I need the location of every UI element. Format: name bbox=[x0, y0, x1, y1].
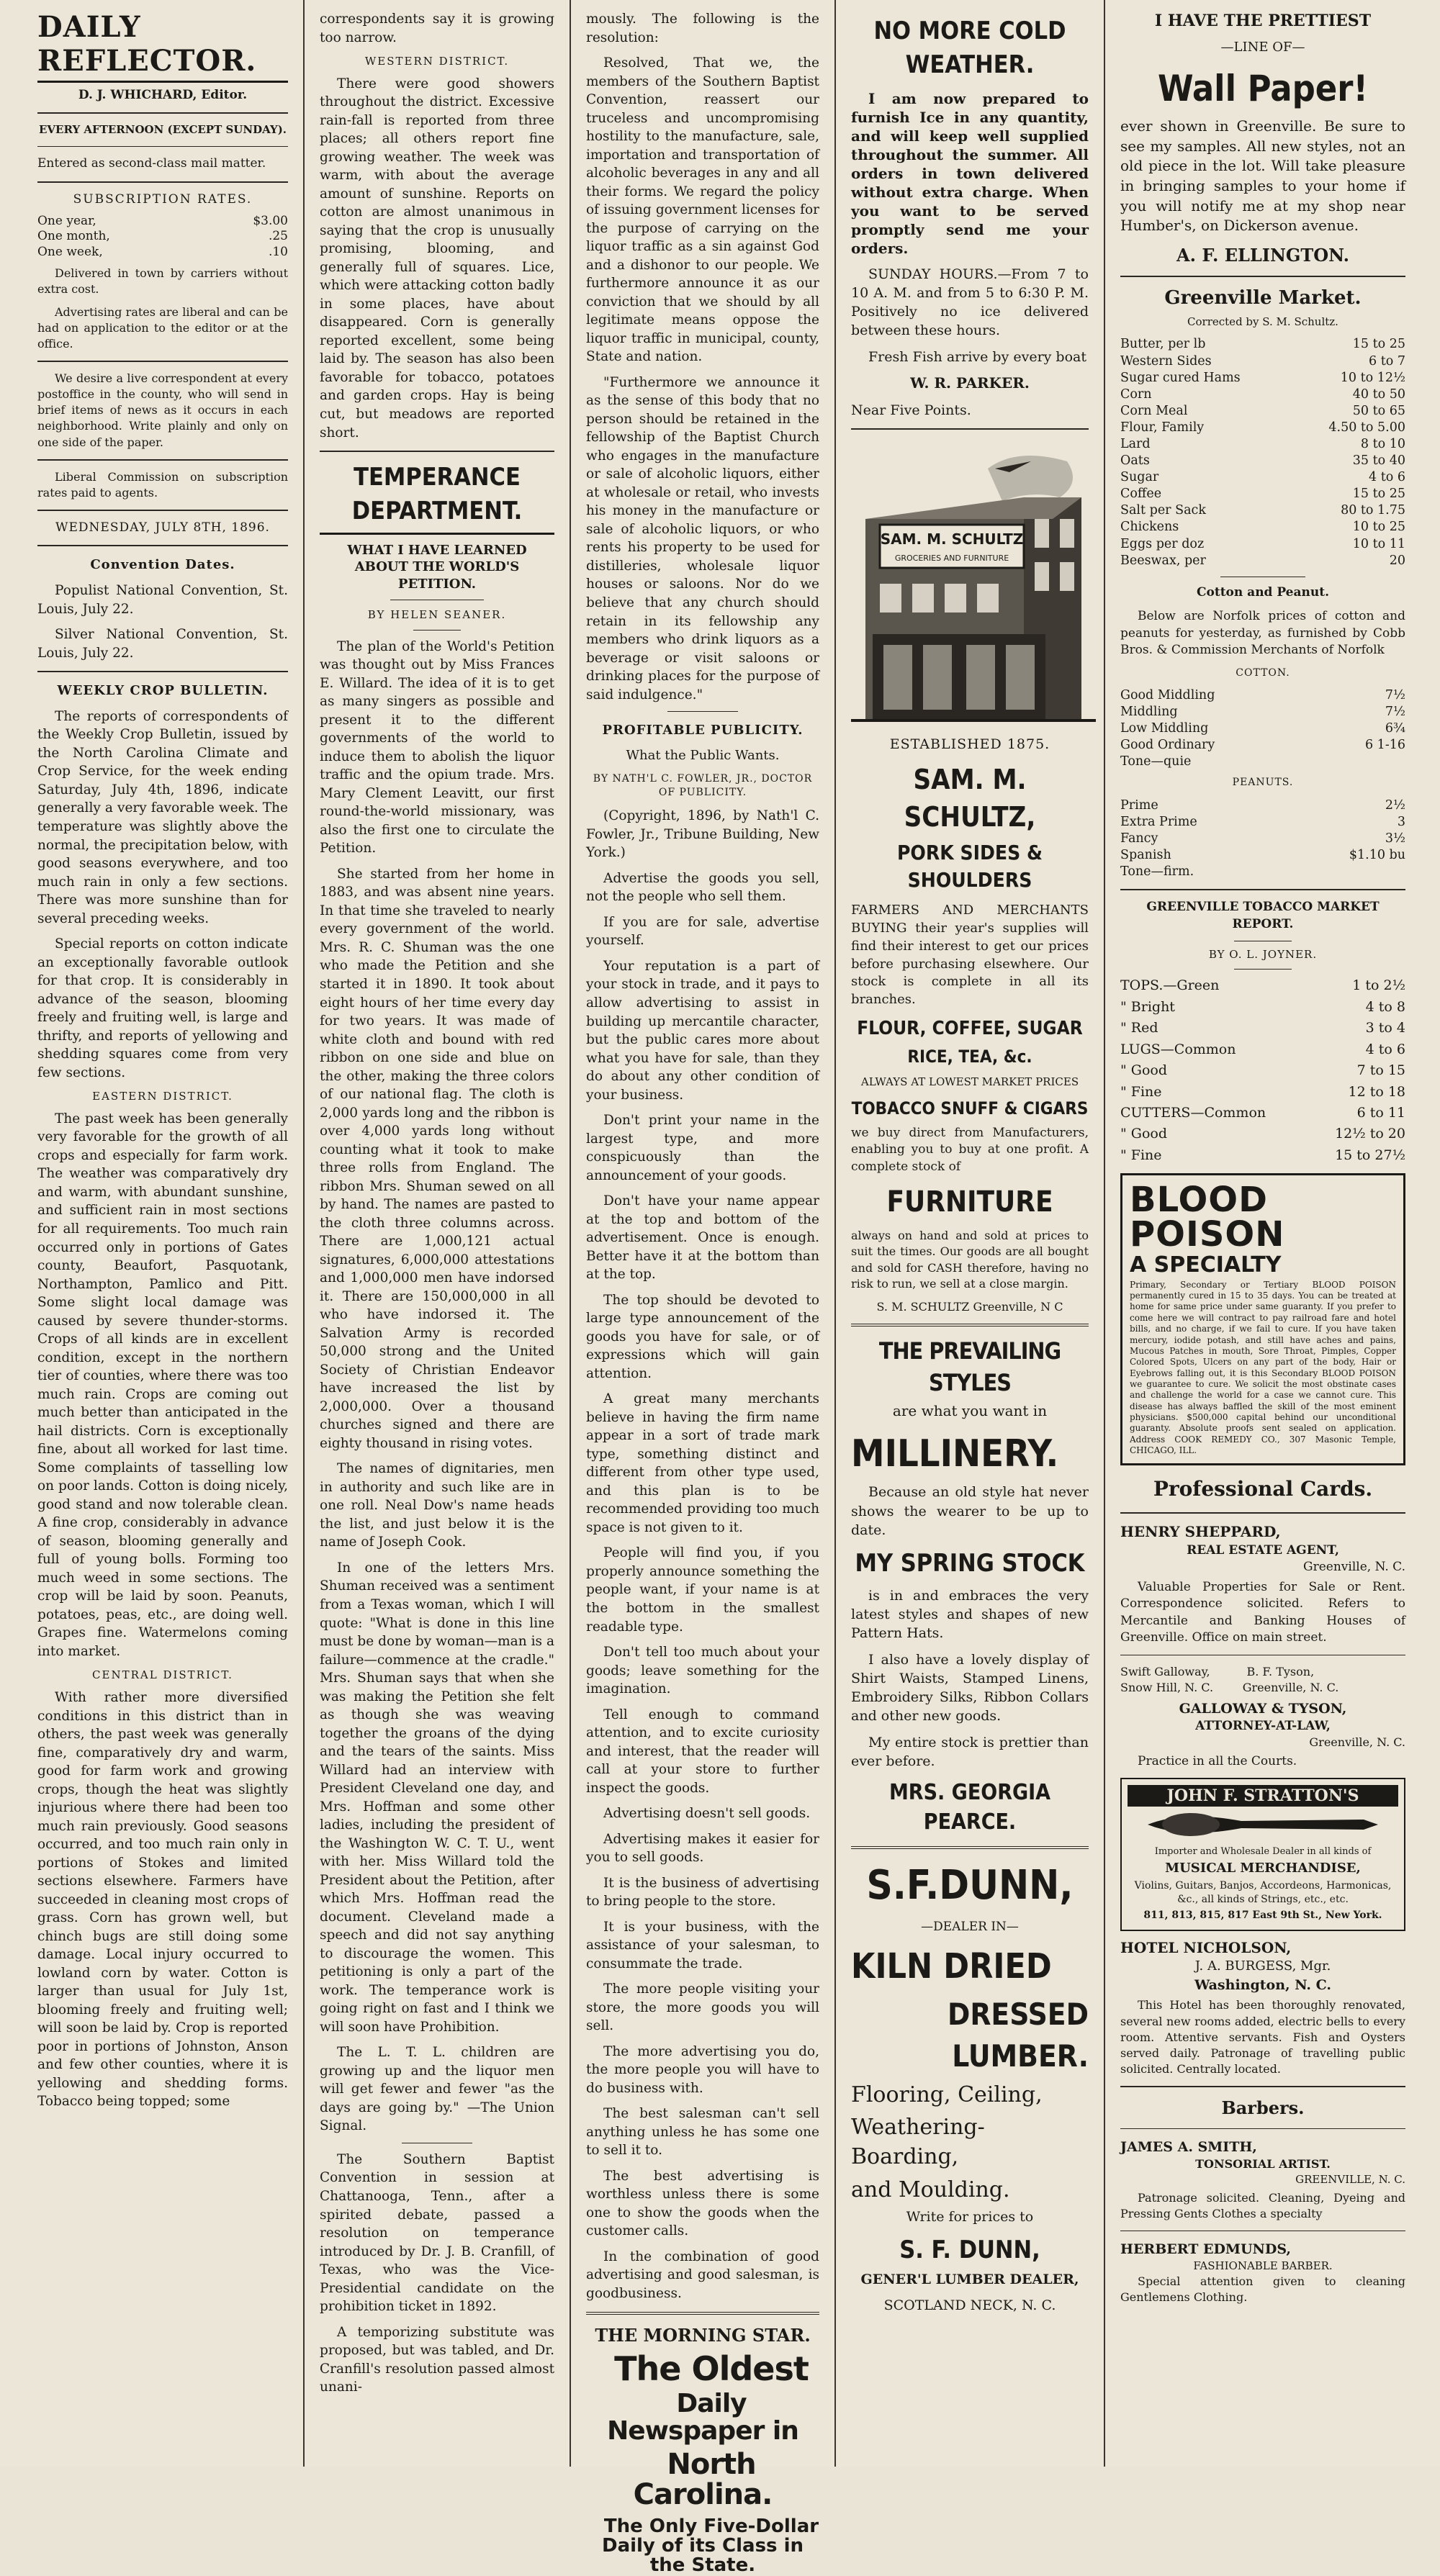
store-building-image bbox=[851, 440, 1096, 728]
peanut-table bbox=[1120, 797, 1405, 880]
ad-body: always on hand and sold at prices to suit the times. Our goods are all bought and sold for CASH therefore, having no risk to run, we sell at a close margin. bbox=[851, 1229, 1089, 1291]
eastern-district-title: EASTERN DISTRICT. bbox=[92, 1090, 233, 1103]
morning-star-ad bbox=[586, 2323, 819, 2576]
instrument-image bbox=[1140, 1807, 1385, 1843]
table-row: " Bright 4 to 8 bbox=[1120, 998, 1405, 1015]
column-4 bbox=[835, 10, 1104, 2467]
article-paragraph: The Southern Baptist Convention in session at Chattanooga, Tenn., after a spirited debate, passed a resolution on temperance introduced by Dr. J. B. Cranfill, of Texas, who was the Vice-Presidential candidate on the prohibition ticket in 1892. bbox=[320, 2151, 554, 2315]
table-row: Corn 40 to 50 bbox=[1120, 387, 1405, 402]
table-row: Beeswax, per 20 bbox=[1120, 553, 1405, 568]
publicity-subtitle: What the Public Wants. bbox=[626, 747, 780, 763]
article-paragraph: Advertising makes it easier for you to sell goods. bbox=[586, 1831, 819, 1866]
card-body: Special attention given to cleaning Gentlemens Clothing. bbox=[1120, 2274, 1405, 2305]
ad-body: Importer and Wholesale Dealer in all kinds of bbox=[1154, 1846, 1372, 1858]
ad-headline: BLOOD POISON bbox=[1130, 1180, 1285, 1255]
table-row: " Red 3 to 4 bbox=[1120, 1020, 1405, 1036]
issue-date: WEDNESDAY, JULY 8TH, 1896. bbox=[55, 520, 270, 535]
spring-stock-title: MY SPRING STOCK bbox=[855, 1549, 1085, 1578]
table-row: Good Middling 7½ bbox=[1120, 687, 1405, 702]
ad-body: FARMERS AND MERCHANTS BUYING their year's supplies will find their interest to get our prices before purchasing elsewhere. Our stock is complete in all its branches. bbox=[851, 903, 1089, 1008]
table-row: Prime 2½ bbox=[1120, 797, 1405, 813]
article-paragraph: Don't have your name appear at the top and bottom of the advertisement. Once is enough. Better have it at the bottom than at the top. bbox=[586, 1193, 819, 1283]
tobacco-table bbox=[1120, 975, 1405, 1166]
ad-body: Write for prices to bbox=[906, 2209, 1034, 2225]
table-row: Salt per Sack 80 to 1.75 bbox=[1120, 503, 1405, 518]
card-location: GREENVILLE, N. C. bbox=[1295, 2173, 1405, 2187]
ad-subheadline: A SPECIALTY bbox=[1130, 1252, 1282, 1278]
table-row: " Fine 15 to 27½ bbox=[1120, 1147, 1405, 1163]
table-row: Lard 8 to 10 bbox=[1120, 436, 1405, 451]
table-row: Eggs per doz 10 to 11 bbox=[1120, 536, 1405, 551]
card-title: REAL ESTATE AGENT, bbox=[1187, 1542, 1339, 1558]
established-line: ESTABLISHED 1875. bbox=[889, 736, 1050, 752]
table-row: Spanish $1.10 bu bbox=[1120, 847, 1405, 862]
column-3 bbox=[570, 10, 835, 2576]
table-row: Chickens 10 to 25 bbox=[1120, 520, 1405, 535]
article-paragraph: In the combination of good advertising and good salesman, is goodbusiness. bbox=[586, 2249, 819, 2301]
ad-body: ever shown in Greenville. Be sure to see my samples. All new styles, not an old piece in the lot. Will take pleasure in bringing samples to your home if you will notify me at my shop near Humber's, on Dickerson avenue. bbox=[1120, 117, 1405, 235]
card-title: J. A. BURGESS, Mgr. bbox=[1194, 1958, 1331, 1974]
professional-cards-title: Professional Cards. bbox=[1153, 1477, 1373, 1501]
ad-body: ALWAYS AT LOWEST MARKET PRICES bbox=[860, 1075, 1079, 1089]
ad-body: Flooring, Ceiling, bbox=[851, 2082, 1043, 2107]
article-paragraph: The L. T. L. children are growing up and the liquor men will get fewer and fewer "as the days are going by." —The Union Signal. bbox=[320, 2045, 554, 2134]
ad-title: THE MORNING STAR. bbox=[595, 2324, 811, 2346]
card-location: Greenville, N. C. bbox=[1309, 1735, 1405, 1750]
article-paragraph: The top should be devoted to large type announcement of the goods you have for sale, or of expressions which will gain attention. bbox=[586, 1292, 819, 1381]
correspondent-note: We desire a live correspondent at every postoffice in the county, who will send in brief items of news as it occurs in each neighborhood. Write plainly and only on one side of the paper. bbox=[37, 371, 288, 449]
article-paragraph: Tell enough to command attention, and to excite curiosity and interest, that the reader will call at your store to further inspect the goods. bbox=[586, 1707, 819, 1796]
editor-line: D. J. WHICHARD, Editor. bbox=[78, 88, 248, 102]
schultz-goods: FLOUR, COFFEE, SUGAR bbox=[857, 1018, 1083, 1040]
article-paragraph: A temporizing substitute was proposed, but was tabled, and Dr. Cranfill's resolution passed almost unani- bbox=[320, 2324, 554, 2395]
schultz-furniture: FURNITURE bbox=[886, 1185, 1053, 1219]
peanuts-title: PEANUTS. bbox=[1232, 777, 1294, 789]
ad-body: Weathering-Boarding, bbox=[851, 2114, 985, 2170]
ad-body: I also have a lovely display of Shirt Waists, Stamped Linens, Embroidery Silks, Ribbon Collars and other new goods. bbox=[851, 1651, 1089, 1725]
store-sign-text: SAM. M. SCHULTZ bbox=[880, 530, 1024, 548]
table-row: Fancy 3½ bbox=[1120, 831, 1405, 846]
byline: BY HELEN SEANER. bbox=[367, 608, 507, 622]
dunn-name: S.F.DUNN, bbox=[866, 1861, 1074, 1909]
schedule-line: EVERY AFTERNOON (EXCEPT SUNDAY). bbox=[38, 123, 287, 137]
card-line: Swift Galloway, B. F. Tyson, bbox=[1120, 1665, 1315, 1679]
ad-signature: S. M. SCHULTZ Greenville, N C bbox=[876, 1299, 1063, 1314]
article-paragraph: The past week has been generally very favorable for the growth of all crops and especially for farm work. The weather was comparatively dry and warm, with abundant sunshine, and sufficient rain in most sections for all requirements. Too much rain occurred only in portions of Gates county, Beaufort, Pasquotank, Northampton, Pamlico and Pitt. Some slight local damage was caused by severe thunder-storms. Crops of all kinds are in excellent condition, except in the northern tier of counties, where there was too much rain. Crops are coming out much better than anticipated in the hail districts. Corn is exceptionally fine, about all worked for last time. Some complaints of tasselling low on poor lands. Cotton is doing nicely, good stand and now tolerable clean. A fine crop, considerably in advance of season, blooming generally and full of young bolls. Forming too much weed in some sections. The crop will be laid by soon. Peanuts, potatoes, peas, etc., are doing well. Grapes fine. Watermelons coming into market. bbox=[37, 1111, 288, 1659]
ad-body: SUNDAY HOURS.—From 7 to 10 A. M. and from 5 to 6:30 P. M. Positively no ice delivered between these hours. bbox=[851, 266, 1089, 339]
subscription-title: SUBSCRIPTION RATES. bbox=[73, 191, 253, 207]
market-byline: Corrected by S. M. Schultz. bbox=[1187, 315, 1338, 328]
card-body: Practice in all the Courts. bbox=[1138, 1754, 1297, 1769]
card-line: Snow Hill, N. C. Greenville, N. C. bbox=[1120, 1681, 1339, 1695]
table-row: Butter, per lb 15 to 25 bbox=[1120, 337, 1405, 352]
ad-body: 811, 813, 815, 817 East 9th St., New York. bbox=[1143, 1909, 1382, 1921]
article-paragraph: Advertising doesn't sell goods. bbox=[603, 1806, 811, 1822]
article-paragraph: Resolved, That we, the members of the Southern Baptist Convention, reassert our truceless and uncompromising hostility to the manufacture, sale, importation and transportation of alcoholic beverages in any and all their forms. We regard the policy of issuing government licenses for the purpose of carrying on the liquor traffic as a sin against God and a dishonor to our people. We furthermore announce it as our conviction that we should by all legitimate means oppose the liquor traffic in municipal, county, State and nation. bbox=[586, 55, 819, 365]
article-paragraph: In one of the letters Mrs. Shuman received was a sentiment from a Texas woman, which I will quote: "What is done in this line must be done by woman—man is a failure—commence at the cradle." Mrs. Shuman says that when she was making the Petition she felt as though she was weaving together the groans of the dying and the tears of the saints. Miss Willard had an interview with President Cleveland one day, and Mrs. Hoffman and some other ladies, including the president of the Washington W. C. T. U., went with her. Miss Willard told the President about the Petition, after which Mrs. Hoffman read the document. Cleveland made a speech and did not say anything to discourage the women. This petitioning is only a part of the work. The temperance work is going right on fast and I think we will soon have Prohibition. bbox=[320, 1560, 554, 2035]
ad-signature: MRS. GEORGIA PEARCE. bbox=[888, 1779, 1051, 1835]
rates-table bbox=[37, 214, 288, 260]
cotton-peanut-title: Cotton and Peanut. bbox=[1196, 584, 1330, 600]
delivery-note: Delivered in town by carriers without extra cost. bbox=[37, 266, 288, 296]
blood-poison-ad bbox=[1120, 1173, 1405, 1465]
millinery-title: MILLINERY. bbox=[851, 1432, 1059, 1475]
ad-body: are what you want in bbox=[892, 1402, 1048, 1420]
article-paragraph: correspondents say it is growing too narrow. bbox=[320, 12, 554, 45]
table-row: Middling 7½ bbox=[1120, 704, 1405, 719]
article-paragraph: People will find you, if you properly announce something the people want, if your name is at the bottom in the smallest readable type. bbox=[586, 1545, 819, 1635]
article-paragraph: Special reports on cotton indicate an exceptionally favorable outlook for that crop. It is considerably in advance of the season, blooming freely and fruiting well, is large and thrifty, and reports of yellowing and shedding squares come from very few sections. bbox=[37, 936, 288, 1080]
tobacco-title: GREENVILLE TOBACCO MARKET REPORT. bbox=[1146, 900, 1380, 931]
ad-line: The Oldest bbox=[614, 2349, 809, 2388]
article-paragraph: The best salesman can't sell anything unless he has some one to sell it to. bbox=[586, 2106, 819, 2159]
table-row: Tone—quie bbox=[1120, 754, 1192, 769]
article-paragraph: It is your business, with the assistance of your salesman, to consummate the trade. bbox=[586, 1919, 819, 1971]
article-paragraph: "Furthermore we announce it as the sense of this body that no person should be retained in the fellowship of the Baptist Church who engages in the manufacture or sale of alcoholic liquors, either at wholesale or retail, who invests his money in the manufacture or sale of alcoholic liquors, or who rents his property to be used for distilleries, wholesale liquor houses or saloons. Nor do we believe that any church should retain in its fellowship any members who drink liquors as a beverage or visit saloons or drinking places for the purpose of said indulgence." bbox=[586, 374, 819, 702]
cotton-title: COTTON. bbox=[1236, 666, 1290, 679]
temperance-title: TEMPERANCE DEPARTMENT. bbox=[320, 461, 554, 535]
schultz-subhead: PORK SIDES & SHOULDERS bbox=[896, 840, 1043, 892]
table-row: Sugar cured Hams 10 to 12½ bbox=[1120, 370, 1405, 385]
article-paragraph: She started from her home in 1883, and was absent nine years. In that time she traveled to nearly every government of the world. Mrs. R. C. Shuman was the one who made the Petition and she started it in 1890. It took about eight hours of her time every day for two years. It was made of white cloth and bound with red ribbon on one side and blue on the other, making the three colors of our national flag. The cloth is 2,000 yards long and the ribbon is over 4,000 yards long without counting what it took to make three rolls from England. The ribbon Mrs. Shuman sewed on all by hand. The names are pasted to the cloth three columns across. There are 1,000,121 actual signatures, 6,000,000 attestations and 1,000,000 men have indorsed it. There are 150,000,000 in all who have indorsed it. The Salvation Army is recorded 50,000 strong and the United Society of Christian Endeavor have increased the list by 2,000,000. Over a thousand churches signed and there are eighty thousand in rising votes. bbox=[320, 866, 554, 1451]
card-name: JAMES A. SMITH, bbox=[1120, 2138, 1257, 2155]
card-body: This Hotel has been thoroughly renovated, several new rooms added, electric bells to every room. Attentive servants. Fish and Oysters served daily. Patronage of travelling public solicited. Centrally located. bbox=[1120, 1998, 1405, 2076]
wallpaper-intro: I HAVE THE PRETTIEST bbox=[1154, 12, 1372, 30]
rate-row: One year, $3.00 bbox=[37, 214, 288, 229]
article-paragraph: If you are for sale, advertise yourself. bbox=[586, 914, 819, 949]
masthead: DAILY REFLECTOR. bbox=[37, 10, 288, 83]
article-paragraph: (Copyright, 1896, by Nath'l C. Fowler, Jr., Tribune Building, New York.) bbox=[586, 808, 819, 861]
entered-line: Entered as second-class mail matter. bbox=[37, 156, 266, 171]
card-location: Greenville, N. C. bbox=[1303, 1560, 1405, 1575]
ad-body: My entire stock is prettier than ever before. bbox=[851, 1734, 1089, 1769]
card-name: HERBERT EDMUNDS, bbox=[1120, 2241, 1292, 2258]
table-row: " Good 7 to 15 bbox=[1120, 1062, 1405, 1079]
article-paragraph: Your reputation is a part of your stock in trade, and it pays to allow advertising to assist in building up mercantile character, but the public cares more about what you have for sale, than they do about any other condition of your business. bbox=[586, 958, 819, 1103]
convention-title: Convention Dates. bbox=[90, 557, 235, 573]
wallpaper-headline: Wall Paper! bbox=[1157, 68, 1369, 110]
table-row: " Good 12½ to 20 bbox=[1120, 1126, 1405, 1142]
ad-body: GENER'L LUMBER DEALER, bbox=[860, 2272, 1079, 2288]
article-paragraph: The more advertising you do, the more people you will have to do business with. bbox=[586, 2043, 819, 2096]
commission-note: Liberal Commission on subscription rates paid to agents. bbox=[37, 469, 288, 500]
article-paragraph: The plan of the World's Petition was thought out by Miss Frances E. Willard. The idea of it is to get as many singers as possible and present it to the different governments of the world to induce them to abolish the liquor traffic and the opium trade. Mrs. Mary Clement Leavitt, our first round-the-world missionary, was also the first one to circulate the Petition. bbox=[320, 638, 554, 857]
article-paragraph: The reports of correspondents of the Weekly Crop Bulletin, issued by the North Carolina Climate and Crop Service, for the week ending Saturday, July 4th, 1896, indicate generally a very favorable week. The temperature was slightly above the normal, the precipitation below, with good seasons everywhere, and too much rain in only a few sections. There was more sunshine than for several preceding weeks. bbox=[37, 708, 288, 926]
publicity-byline: BY NATH'L C. FOWLER, JR., DOCTOR OF PUBLICITY. bbox=[593, 772, 813, 799]
table-row: Coffee 15 to 25 bbox=[1120, 487, 1405, 502]
ad-signature: W. R. PARKER. bbox=[910, 374, 1030, 392]
ad-body: and Moulding. bbox=[851, 2177, 1010, 2202]
ad-body: is in and embraces the very latest styles and shapes of new Pattern Hats. bbox=[851, 1587, 1089, 1642]
column-2 bbox=[304, 10, 570, 2467]
article-paragraph: A great many merchants believe in having the firm name appear in a sort of trade mark type, something distinct and different from other type used, and this plan is to be recommended providing too much space is not given to it. bbox=[586, 1391, 819, 1535]
rate-row: One month, .25 bbox=[37, 229, 288, 244]
table-row: " Fine 12 to 18 bbox=[1120, 1083, 1405, 1100]
card-name: GALLOWAY & TYSON, bbox=[1179, 1700, 1347, 1717]
ad-body: —DEALER IN— bbox=[921, 1919, 1019, 1934]
crop-bulletin-title: WEEKLY CROP BULLETIN. bbox=[57, 683, 269, 699]
table-row: Western Sides 6 to 7 bbox=[1120, 353, 1405, 369]
ad-line: The Only Five-Dollar Daily of its Class in the State. bbox=[601, 2515, 819, 2576]
ad-body: I am now prepared to furnish Ice in any quantity, and will keep well supplied throughout the summer. All orders in town delivered without extra charge. When you want to be served promptly send me your orders. bbox=[851, 89, 1089, 257]
barbers-title: Barbers. bbox=[1221, 2097, 1305, 2118]
card-body: Valuable Properties for Sale or Rent. Correspondence solicited. Refers to Mercantile and Banking Houses of Greenville. Office on main street. bbox=[1120, 1579, 1405, 1645]
article-paragraph: mously. The following is the resolution: bbox=[586, 12, 819, 45]
ad-signature: A. F. ELLINGTON. bbox=[1176, 244, 1349, 266]
article-paragraph: It is the business of advertising to bring people to the store. bbox=[586, 1875, 819, 1910]
column-1 bbox=[22, 10, 304, 2467]
ad-signature: S. F. DUNN, bbox=[899, 2236, 1040, 2265]
stratton-ad bbox=[1120, 1778, 1405, 1931]
millinery-headline: THE PREVAILING STYLES bbox=[878, 1337, 1061, 1396]
store-illustration bbox=[851, 440, 1096, 728]
ad-line: North Carolina. bbox=[633, 2447, 773, 2511]
market-table bbox=[1120, 336, 1405, 569]
ad-location: Near Five Points. bbox=[851, 402, 971, 418]
table-row: Flour, Family 4.50 to 5.00 bbox=[1120, 420, 1405, 435]
table-row: Tone—firm. bbox=[1120, 864, 1194, 880]
ad-body: Below are Norfolk prices of cotton and peanuts for yesterday, as furnished by Cobb Bros. & Commission Merchants of Norfolk bbox=[1120, 609, 1405, 658]
schultz-goods: RICE, TEA, &c. bbox=[907, 1046, 1032, 1067]
card-title: TONSORIAL ARTIST. bbox=[1195, 2157, 1331, 2171]
schultz-name: SAM. M. SCHULTZ, bbox=[904, 763, 1036, 833]
table-row: Corn Meal 50 to 65 bbox=[1120, 403, 1405, 418]
article-paragraph: With rather more diversified conditions in this district than in others, the past week was generally fine, comparatively dry and warm, good for farm work and growing crops, though the heat was slightly injurious where there had been too much rain previously. Good seasons occurred, and too much rain only in portions of Stokes and limited sections elsewhere. Farmers have succeeded in cleaning most crops of grass. Corn has grown well, but chinch bugs are still doing some damage. Local injury occurred to lowland corn by water. Cotton is larger than usual for July 1st, blooming freely and fruiting well; will soon be laid by. Crop is reported poor in portions of Johnston, Anson and few other counties, where it is yellowing and shedding forms. Tobacco being topped; some bbox=[37, 1690, 288, 2110]
article-paragraph: The more people visiting your store, the more goods you will sell. bbox=[586, 1981, 819, 2034]
article-paragraph: Don't tell too much about your goods; leave something for the imagination. bbox=[586, 1645, 819, 1697]
ad-headline: JOHN F. STRATTON'S bbox=[1128, 1785, 1398, 1807]
table-row: CUTTERS—Common 6 to 11 bbox=[1120, 1105, 1405, 1121]
article-paragraph: The names of dignitaries, men in authority and such like are in one roll. Neal Dow's name heads the list, and just below it is the name of Joseph Cook. bbox=[320, 1461, 554, 1550]
central-district-title: CENTRAL DISTRICT. bbox=[92, 1668, 233, 1682]
dressed-lumber: DRESSED LUMBER. bbox=[947, 1996, 1089, 2074]
table-row: TOPS.—Green 1 to 2½ bbox=[1120, 977, 1405, 994]
table-row: Extra Prime 3 bbox=[1120, 814, 1405, 829]
ad-body: Violins, Guitars, Banjos, Accordeons, Harmonicas, &c., all kinds of Strings, etc., etc. bbox=[1134, 1879, 1392, 1906]
card-title: ATTORNEY-AT-LAW, bbox=[1195, 1718, 1331, 1733]
ice-ad bbox=[851, 14, 1089, 420]
ad-location: SCOTLAND NECK, N. C. bbox=[883, 2297, 1056, 2314]
article-paragraph: Advertise the goods you sell, not the people who sell them. bbox=[586, 870, 819, 905]
table-row: Sugar 4 to 6 bbox=[1120, 470, 1405, 485]
ad-body: MUSICAL MERCHANDISE, bbox=[1165, 1861, 1361, 1876]
rate-row: One week, .10 bbox=[37, 244, 288, 259]
table-row: Oats 35 to 40 bbox=[1120, 453, 1405, 469]
wallpaper-intro: —LINE OF— bbox=[1220, 40, 1305, 55]
column-5 bbox=[1104, 10, 1421, 2467]
card-name: HENRY SHEPPARD, bbox=[1120, 1523, 1281, 1541]
ad-line: Daily Newspaper in bbox=[607, 2388, 798, 2446]
ad-headline: NO MORE COLD WEATHER. bbox=[873, 17, 1066, 79]
article-paragraph: There were good showers throughout the district. Excessive rain-fall is reported from three places; all others report fine growing weather. The week was warm, with about the average amount of sunshine. Reports on cotton are almost unanimous in saying that the crop is unusually promising, blooming, and generally full of squares. Lice, which were attacking cotton badly in some places, have about disappeared. Corn is generally reported excellent, some being laid by. The season has also been favorable for tobacco, potatoes and garden crops. Hay is being cut, but meadows are reported short. bbox=[320, 76, 554, 440]
table-row: LUGS—Common 4 to 6 bbox=[1120, 1041, 1405, 1057]
table-row: Good Ordinary 6 1-16 bbox=[1120, 738, 1405, 753]
petition-title: WHAT I HAVE LEARNED ABOUT THE WORLD'S PETITION. bbox=[347, 542, 527, 592]
article-paragraph: The best advertising is worthless unless there is some one to show the goods when the customer calls. bbox=[586, 2168, 819, 2239]
ad-body: we buy direct from Manufacturers, enabling you to buy at one profit. A complete stock of bbox=[851, 1125, 1089, 1174]
article-paragraph: Don't print your name in the largest type, and more conspicuously than the announcement of your goods. bbox=[586, 1113, 819, 1183]
tobacco-byline: BY O. L. JOYNER. bbox=[1208, 947, 1318, 961]
publicity-title: PROFITABLE PUBLICITY. bbox=[602, 723, 804, 738]
table-row: Low Middling 6¾ bbox=[1120, 721, 1405, 736]
convention-item: Populist National Convention, St. Louis, July 22. bbox=[37, 583, 288, 617]
ad-body: Fresh Fish arrive by every boat bbox=[868, 348, 1086, 365]
card-location: Washington, N. C. bbox=[1194, 1977, 1332, 1994]
card-name: HOTEL NICHOLSON, bbox=[1120, 1938, 1292, 1956]
ad-body: Because an old style hat never shows the wearer to be up to date. bbox=[851, 1484, 1089, 1538]
market-title: Greenville Market. bbox=[1164, 286, 1362, 309]
card-title: FASHIONABLE BARBER. bbox=[1193, 2259, 1333, 2273]
kiln-dried: KILN DRIED bbox=[851, 1946, 1052, 1987]
schultz-tobacco: TOBACCO SNUFF & CIGARS bbox=[851, 1098, 1089, 1118]
ad-body: Primary, Secondary or Tertiary BLOOD POISON permanently cured in 15 to 35 days. You can be treated at home for same price under same guaranty. If you prefer to come here we will contract to pay railroad fare and hotel bills, and no charge, if we fail to cure. If you have taken mercury, iodide potash, and still have aches and pains, Mucous Patches in mouth, Sore Throat, Pimples, Copper Colored Spots, Ulcers on any part of the body, Hair or Eyebrows falling out, it is this Secondary BLOOD POISON we guarantee to cure. We solicit the most obstinate cases and challenge the world for a case we cannot cure. This disease has always baffled the skill of the most eminent physicians. $500,000 capital behind our unconditional guaranty. Absolute proofs sent sealed on application. Address COOK REMEDY CO., 307 Masonic Temple, CHICAGO, ILL. bbox=[1130, 1279, 1396, 1456]
cotton-table bbox=[1120, 687, 1405, 770]
advertising-note: Advertising rates are liberal and can be had on application to the editor or at the office. bbox=[37, 304, 288, 351]
store-sign-subtext: GROCERIES AND FURNITURE bbox=[894, 553, 1009, 563]
card-body: Patronage solicited. Cleaning, Dyeing and Pressing Gents Clothes a specialty bbox=[1120, 2190, 1405, 2221]
western-district-title: WESTERN DISTRICT. bbox=[364, 55, 510, 68]
convention-item: Silver National Convention, St. Louis, July 22. bbox=[37, 627, 288, 661]
